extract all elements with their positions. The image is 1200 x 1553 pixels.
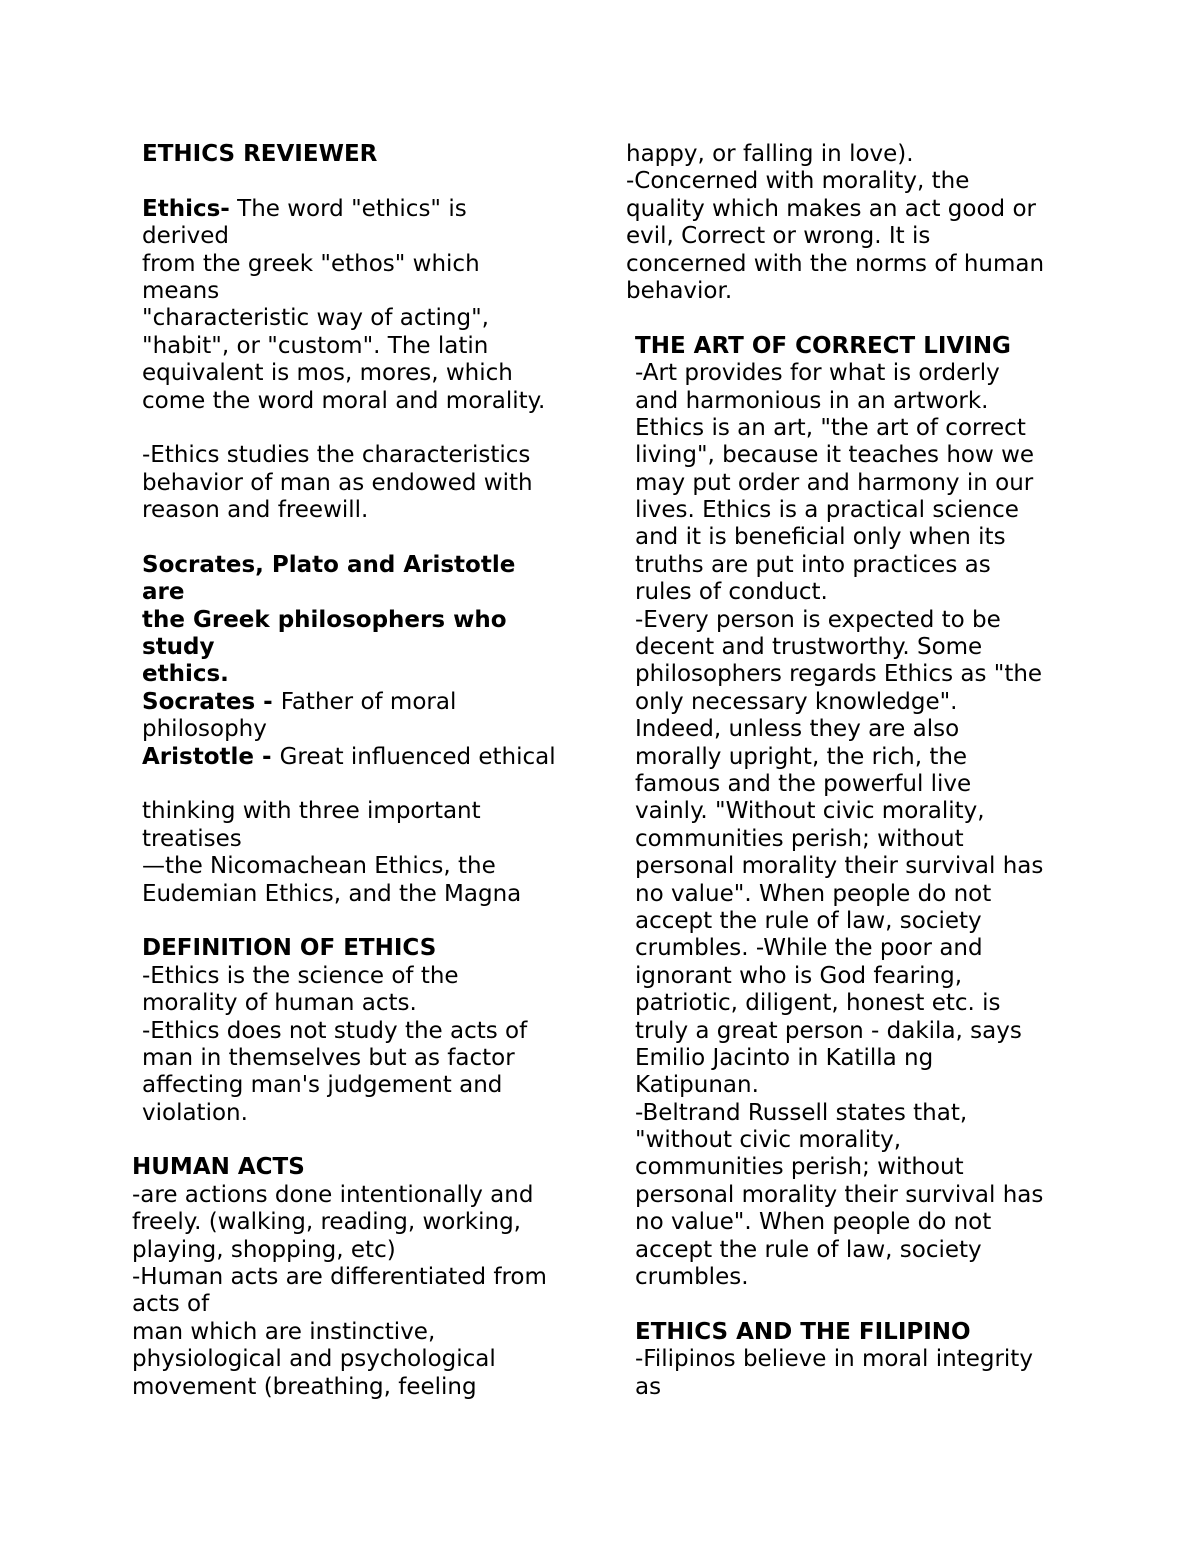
text-line xyxy=(132,1264,582,1291)
body-text: man which are instinctive, xyxy=(132,1318,436,1345)
body-text: crumbles. -While the poor and xyxy=(635,935,983,962)
paragraph-gap xyxy=(626,305,1076,332)
text-line xyxy=(142,935,582,962)
body-text: no value". When people do not xyxy=(635,880,992,907)
body-text: -Concerned with morality, the xyxy=(626,168,970,195)
body-text: derived xyxy=(142,223,229,250)
text-line xyxy=(142,853,582,880)
text-line xyxy=(635,1264,1076,1291)
text-line xyxy=(142,634,582,661)
right-column xyxy=(626,141,1076,1401)
text-line xyxy=(142,881,582,908)
text-line xyxy=(142,552,582,579)
text-line xyxy=(635,524,1076,551)
bold-text: ETHICS REVIEWER xyxy=(142,141,378,167)
text-line xyxy=(635,442,1076,469)
paragraph-gap xyxy=(626,1291,1076,1318)
text-line xyxy=(635,333,1076,360)
body-text: Katipunan. xyxy=(635,1072,759,1099)
text-line xyxy=(635,716,1076,743)
text-line xyxy=(132,1237,582,1264)
body-text: and it is beneficial only when its xyxy=(635,524,1006,551)
text-line xyxy=(635,607,1076,634)
body-text: reason and freewill. xyxy=(142,497,369,524)
body-text: morally upright, the rich, the xyxy=(635,743,968,770)
body-text: from the greek "ethos" which xyxy=(142,250,480,277)
body-text: movement (breathing, feeling xyxy=(132,1373,477,1400)
paragraph-gap xyxy=(142,524,582,551)
text-line xyxy=(635,1209,1076,1236)
text-line xyxy=(142,607,582,634)
body-text: Ethics is an art, "the art of correct xyxy=(635,414,1026,441)
body-text: behavior of man as endowed with xyxy=(142,469,533,496)
body-text: man in themselves but as factor xyxy=(142,1044,515,1071)
text-line xyxy=(635,1346,1076,1373)
text-line xyxy=(635,388,1076,415)
body-text: philosophers regards Ethics as "the xyxy=(635,661,1043,688)
text-line xyxy=(142,1072,582,1099)
text-line xyxy=(635,1374,1076,1401)
body-text: rules of conduct. xyxy=(635,579,828,606)
text-line xyxy=(132,1291,582,1318)
bold-text: the Greek philosophers who xyxy=(142,606,507,633)
text-line xyxy=(635,1045,1076,1072)
body-text: Indeed, unless they are also xyxy=(635,716,960,743)
body-text: -Every person is expected to be xyxy=(635,606,1001,633)
body-text: "habit", or "custom". The latin xyxy=(142,332,489,359)
bold-text: study xyxy=(142,634,215,661)
text-line xyxy=(142,251,582,278)
body-text: Emilio Jacinto in Katilla ng xyxy=(635,1044,934,1071)
body-text: behavior. xyxy=(626,277,733,304)
body-text: patriotic, diligent, honest etc. is xyxy=(635,990,1001,1017)
body-text: may put order and harmony in our xyxy=(635,469,1034,496)
text-line xyxy=(132,1319,582,1346)
text-line xyxy=(142,278,582,305)
body-text: and harmonious in an artwork. xyxy=(635,387,989,414)
body-text: -Ethics does not study the acts of xyxy=(142,1017,528,1044)
body-text: "characteristic way of acting", xyxy=(142,305,489,332)
text-line xyxy=(635,1237,1076,1264)
text-line xyxy=(142,990,582,1017)
text-line xyxy=(142,661,582,688)
text-line xyxy=(635,1319,1076,1346)
text-line xyxy=(635,744,1076,771)
text-line xyxy=(635,634,1076,661)
bold-text: Socrates, Plato and Aristotle xyxy=(142,551,516,578)
text-line xyxy=(626,168,1076,195)
body-text: morality of human acts. xyxy=(142,990,417,1017)
text-line xyxy=(142,196,582,223)
bold-text: are xyxy=(142,579,185,606)
text-line xyxy=(142,579,582,606)
bold-text: Aristotle - xyxy=(142,743,280,770)
text-line xyxy=(635,415,1076,442)
body-text: come the word moral and morality. xyxy=(142,387,546,414)
body-text: affecting man's judgement and xyxy=(142,1072,503,1099)
text-line xyxy=(142,798,582,825)
text-line xyxy=(635,1072,1076,1099)
text-line xyxy=(142,442,582,469)
body-text: The word "ethics" is xyxy=(229,195,467,222)
text-line xyxy=(626,251,1076,278)
body-text: personal morality their survival has xyxy=(635,853,1044,880)
text-line xyxy=(626,196,1076,223)
text-line xyxy=(635,661,1076,688)
body-text: physiological and psychological xyxy=(132,1346,496,1373)
paragraph-gap xyxy=(142,771,582,798)
body-text: decent and trustworthy. Some xyxy=(635,634,983,661)
text-line xyxy=(626,223,1076,250)
text-line xyxy=(142,826,582,853)
bold-text: Socrates - xyxy=(142,688,281,715)
body-text: Father of moral xyxy=(280,688,457,715)
text-line xyxy=(635,798,1076,825)
text-line xyxy=(142,497,582,524)
text-line xyxy=(635,579,1076,606)
paragraph-gap xyxy=(142,415,582,442)
body-text: communities perish; without xyxy=(635,1154,964,1181)
text-line xyxy=(635,360,1076,387)
text-line xyxy=(635,826,1076,853)
text-line xyxy=(142,141,582,168)
text-line xyxy=(635,1127,1076,1154)
text-line xyxy=(635,1182,1076,1209)
paragraph-gap xyxy=(142,1127,582,1154)
body-text: philosophy xyxy=(142,716,267,743)
body-text: quality which makes an act good or xyxy=(626,195,1036,222)
body-text: happy, or falling in love). xyxy=(626,141,914,167)
text-line xyxy=(635,1154,1076,1181)
paragraph-gap xyxy=(142,168,582,195)
text-line xyxy=(132,1209,582,1236)
body-text: playing, shopping, etc) xyxy=(132,1236,396,1263)
body-text: -Filipinos believe in moral integrity xyxy=(635,1346,1033,1373)
bold-text: THE ART OF CORRECT LIVING xyxy=(635,332,1011,359)
text-line xyxy=(142,388,582,415)
body-text: as xyxy=(635,1373,662,1400)
text-line xyxy=(626,141,1076,168)
text-line xyxy=(635,935,1076,962)
text-line xyxy=(132,1346,582,1373)
text-line xyxy=(142,1018,582,1045)
text-line xyxy=(635,853,1076,880)
bold-text: Ethics- xyxy=(142,195,230,222)
body-text: concerned with the norms of human xyxy=(626,250,1045,277)
body-text: —the Nicomachean Ethics, the xyxy=(142,853,496,880)
body-text: freely. (walking, reading, working, xyxy=(132,1209,521,1236)
body-text: treatises xyxy=(142,825,242,852)
text-line xyxy=(635,689,1076,716)
body-text: thinking with three important xyxy=(142,798,481,825)
body-text: lives. Ethics is a practical science xyxy=(635,497,1019,524)
body-text: truly a great person - dakila, says xyxy=(635,1017,1022,1044)
bold-text: ETHICS AND THE FILIPINO xyxy=(635,1318,971,1345)
body-text: evil, Correct or wrong. It is xyxy=(626,223,931,250)
body-text: -Beltrand Russell states that, xyxy=(635,1099,968,1126)
body-text: -are actions done intentionally and xyxy=(132,1181,534,1208)
bold-text: DEFINITION OF ETHICS xyxy=(142,935,437,962)
text-line xyxy=(635,1100,1076,1127)
left-column xyxy=(132,141,582,1401)
text-line xyxy=(142,333,582,360)
bold-text: ethics. xyxy=(142,661,229,688)
text-line xyxy=(142,305,582,332)
text-line xyxy=(635,497,1076,524)
body-text: acts of xyxy=(132,1291,210,1318)
text-line xyxy=(142,470,582,497)
bold-text: HUMAN ACTS xyxy=(132,1154,305,1181)
text-line xyxy=(142,689,582,716)
body-text: famous and the powerful live xyxy=(635,770,972,797)
body-text: means xyxy=(142,277,220,304)
body-text: vainly. "Without civic morality, xyxy=(635,798,985,825)
text-line xyxy=(142,963,582,990)
text-line xyxy=(635,552,1076,579)
text-line xyxy=(142,1045,582,1072)
body-text: crumbles. xyxy=(635,1264,749,1291)
body-text: no value". When people do not xyxy=(635,1209,992,1236)
text-line xyxy=(142,1100,582,1127)
body-text: living", because it teaches how we xyxy=(635,442,1035,469)
text-line xyxy=(132,1182,582,1209)
text-line xyxy=(635,990,1076,1017)
body-text: -Human acts are differentiated from xyxy=(132,1264,547,1291)
text-line xyxy=(142,360,582,387)
text-line xyxy=(635,1018,1076,1045)
text-line xyxy=(626,278,1076,305)
text-line xyxy=(142,716,582,743)
text-line xyxy=(635,963,1076,990)
body-text: equivalent is mos, mores, which xyxy=(142,360,513,387)
body-text: truths are put into practices as xyxy=(635,551,991,578)
body-text: Great influenced ethical xyxy=(279,743,556,770)
body-text: violation. xyxy=(142,1099,248,1126)
body-text: -Art provides for what is orderly xyxy=(635,360,1000,387)
paragraph-gap xyxy=(142,908,582,935)
body-text: only necessary knowledge". xyxy=(635,688,958,715)
text-line xyxy=(142,744,582,771)
body-text: "without civic morality, xyxy=(635,1127,902,1154)
text-line xyxy=(635,881,1076,908)
body-text: -Ethics is the science of the xyxy=(142,962,459,989)
text-line xyxy=(132,1154,582,1181)
text-line xyxy=(142,223,582,250)
body-text: personal morality their survival has xyxy=(635,1181,1044,1208)
body-text: ignorant who is God fearing, xyxy=(635,962,963,989)
text-line xyxy=(635,908,1076,935)
body-text: accept the rule of law, society xyxy=(635,907,982,934)
body-text: Eudemian Ethics, and the Magna xyxy=(142,880,522,907)
body-text: -Ethics studies the characteristics xyxy=(142,442,531,469)
body-text: communities perish; without xyxy=(635,825,964,852)
text-line xyxy=(635,470,1076,497)
text-line xyxy=(635,771,1076,798)
text-line xyxy=(132,1374,582,1401)
body-text: accept the rule of law, society xyxy=(635,1236,982,1263)
